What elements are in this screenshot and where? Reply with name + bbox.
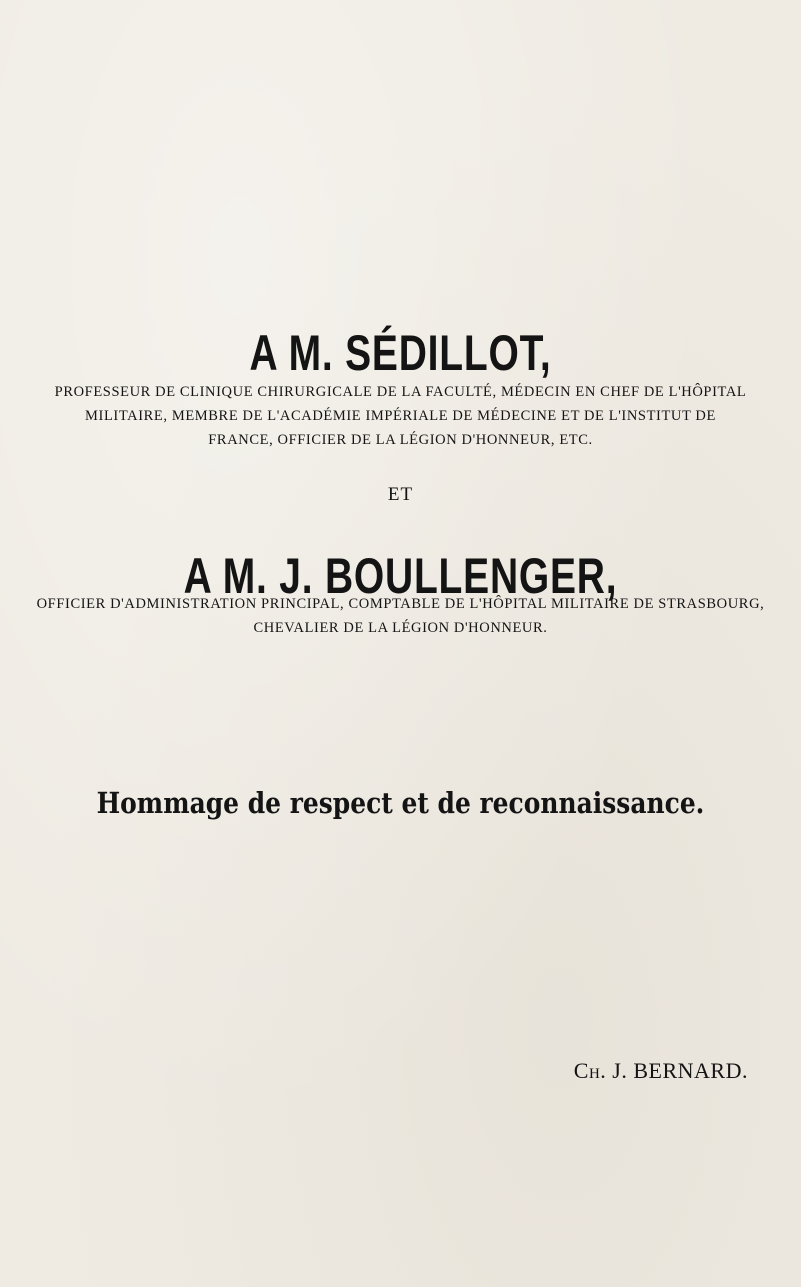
title-line: OFFICIER D'ADMINISTRATION PRINCIPAL, COMPTABLE DE L'HÔPITAL MILITAIRE DE STRASBOURG, — [36, 596, 765, 612]
dedicatee-titles-sedillot — [0, 380, 801, 452]
dedicatee-name-boullenger: A M. J. BOULLENGER, — [183, 548, 618, 604]
dedicatee-name-sedillot: A M. SÉDILLOT, — [249, 325, 552, 381]
title-line: CHEVALIER DE LA LÉGION D'HONNEUR. — [253, 620, 548, 636]
title-line: FRANCE, OFFICIER DE LA LÉGION D'HONNEUR, ETC. — [208, 432, 593, 448]
title-line: MILITAIRE, MEMBRE DE L'ACADÉMIE IMPÉRIALE DE MÉDECINE ET DE L'INSTITUT DE — [85, 408, 716, 424]
dedicatee-titles-boullenger — [0, 592, 801, 640]
conjunction-text: ET — [387, 484, 414, 505]
author-signature: Ch. J. BERNARD. — [573, 1058, 748, 1083]
title-line: PROFESSEUR DE CLINIQUE CHIRURGICALE DE LA FACULTÉ, MÉDECIN EN CHEF DE L'HÔPITAL — [54, 384, 747, 400]
homage-line: Hommage de respect et de reconnaissance. — [96, 786, 705, 820]
